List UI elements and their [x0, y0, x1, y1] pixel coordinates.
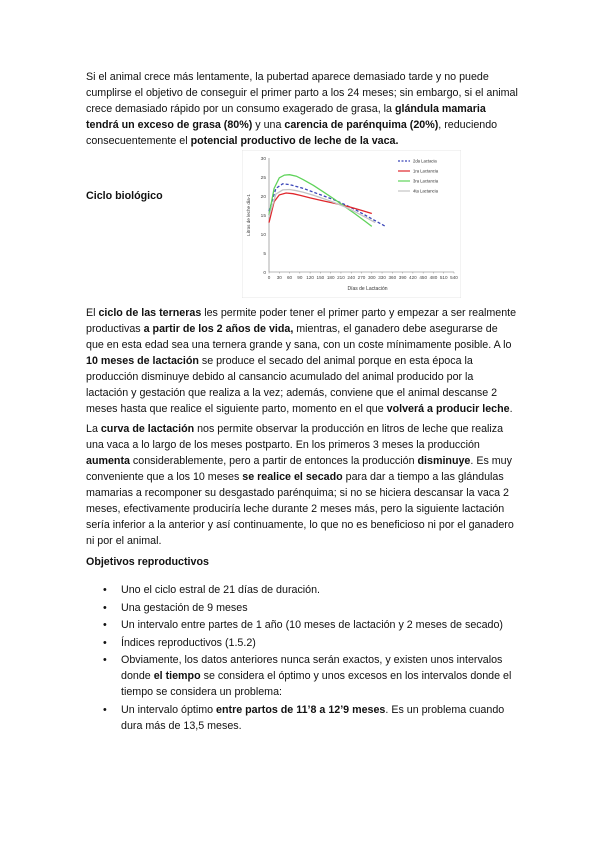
- bullet-icon: •: [103, 584, 107, 596]
- x-tick-label: 0: [267, 275, 271, 280]
- y-axis-label: Litros de leche día-1: [246, 194, 251, 236]
- x-tick-label: 30: [276, 275, 282, 280]
- bullet-icon: •: [103, 619, 107, 631]
- x-tick-label: 300: [367, 275, 376, 280]
- lactation-curve-chart: [242, 150, 461, 298]
- x-tick-label: 480: [429, 275, 438, 280]
- y-tick-label: 25: [260, 175, 266, 181]
- objetivos-list: [86, 582, 518, 735]
- legend-label-4: 4ta Lactancia: [413, 188, 438, 194]
- legend-label-3: 3ra Lactancia: [413, 178, 439, 184]
- x-tick-label: 210: [337, 275, 345, 280]
- bullet-icon: •: [103, 636, 107, 649]
- x-tick-label: 360: [388, 275, 397, 280]
- paragraph-ciclo-terneras: El ciclo de las terneras les permite poder tener el primer parto y empezar a ser realmente productivas a partir de los 2 años de vida, mientras, el ganadero debe asegurarse de que en esta edad sea una ternera grande y sana, con un coste mínimamente posible. A lo 10 meses de lactación se produce el secado del animal porque en esta época la producción disminuye debido al cansancio acumulado del animal producido por la lactación y gestación que realiza a la vez; además, conviene que el animal descanse 2 meses hasta que realice el siguiente parto, momento en el que volverá a producir leche.: [86, 307, 517, 415]
- heading-ciclo-biologico: Ciclo biológico: [86, 190, 163, 202]
- x-tick-label: 150: [316, 275, 325, 280]
- paragraph-curva-lactacion: La curva de lactación nos permite observar la producción en litros de leche que realiza una vaca a lo largo de los meses postparto. En los primeros 3 meses la producción aumenta considerablemente, pero a partir de entonces la producción disminuye. Es muy conveniente que a los 10 meses se realice el secado para dar a tiempo a las glándulas mamarias a recomponer su desgastado parénquima; si no se hiciera descansar la vaca 2 meses, efectivamente produciría leche durante 2 meses más, pero la siguiente lactación sería inferior a la anterior y así continuamente, lo que no es beneficioso ni por el ganadero ni por el animal.: [86, 423, 514, 547]
- x-tick-label: 240: [347, 275, 356, 280]
- y-tick-label: 15: [260, 213, 266, 219]
- y-tick-label: 5: [263, 251, 266, 257]
- x-tick-label: 60: [286, 275, 293, 280]
- bullet-icon: •: [103, 654, 107, 666]
- paragraph-crecimiento: Si el animal crece más lentamente, la pubertad aparece demasiado tarde y no puede cumplirse el objetivo de conseguir el primer parto a los 24 meses; sin embargo, si el animal crece demasiado rápido por un consumo exagerado de grasa, la glándula mamaria tendrá un exceso de grasa (80%) y una carencia de parénquima (20%), reduciendo consecuentemente el potencial productivo de leche de la vaca.: [86, 71, 518, 147]
- y-tick-label: 0: [263, 270, 266, 276]
- x-tick-label: 510: [439, 275, 448, 280]
- x-tick-label: 390: [398, 275, 407, 280]
- x-tick-label: 420: [409, 275, 417, 280]
- list-item: • Índices reproductivos (1.5.2): [103, 636, 256, 649]
- y-tick-label: 10: [260, 232, 266, 238]
- bullet-icon: •: [103, 703, 107, 716]
- legend-label-1: 2da Lactacia: [413, 158, 437, 164]
- x-tick-label: 180: [326, 275, 335, 280]
- list-item: • Uno el ciclo estral de 21 días de duración.: [103, 584, 321, 596]
- list-item: • Obviamente, los datos anteriores nunca serán exactos, y existen unos intervalos donde el tiempo se considera el óptimo y unos excesos en los intervalos donde el tiempo se considera un problema:: [103, 654, 512, 698]
- x-tick-label: 450: [419, 275, 428, 280]
- bullet-icon: •: [103, 601, 107, 614]
- list-item: • Un intervalo entre partes de 1 año (10 meses de lactación y 2 meses de secado): [103, 619, 503, 631]
- x-tick-label: 90: [297, 275, 303, 280]
- x-tick-label: 120: [306, 275, 314, 280]
- y-tick-label: 30: [260, 156, 266, 162]
- list-item: • Un intervalo óptimo entre partos de 11’8 a 12’9 meses. Es un problema cuando dura más de 13,5 meses.: [103, 703, 505, 732]
- x-axis-label: Días de Lactación: [347, 286, 388, 292]
- list-item: • Una gestación de 9 meses: [103, 601, 248, 614]
- legend-label-2: 1ra Lactancia: [413, 168, 439, 174]
- y-tick-label: 20: [260, 194, 266, 200]
- x-tick-label: 270: [357, 275, 366, 280]
- x-tick-label: 330: [378, 275, 386, 280]
- heading-objetivos-reproductivos: Objetivos reproductivos: [86, 556, 209, 568]
- x-tick-label: 540: [450, 275, 458, 280]
